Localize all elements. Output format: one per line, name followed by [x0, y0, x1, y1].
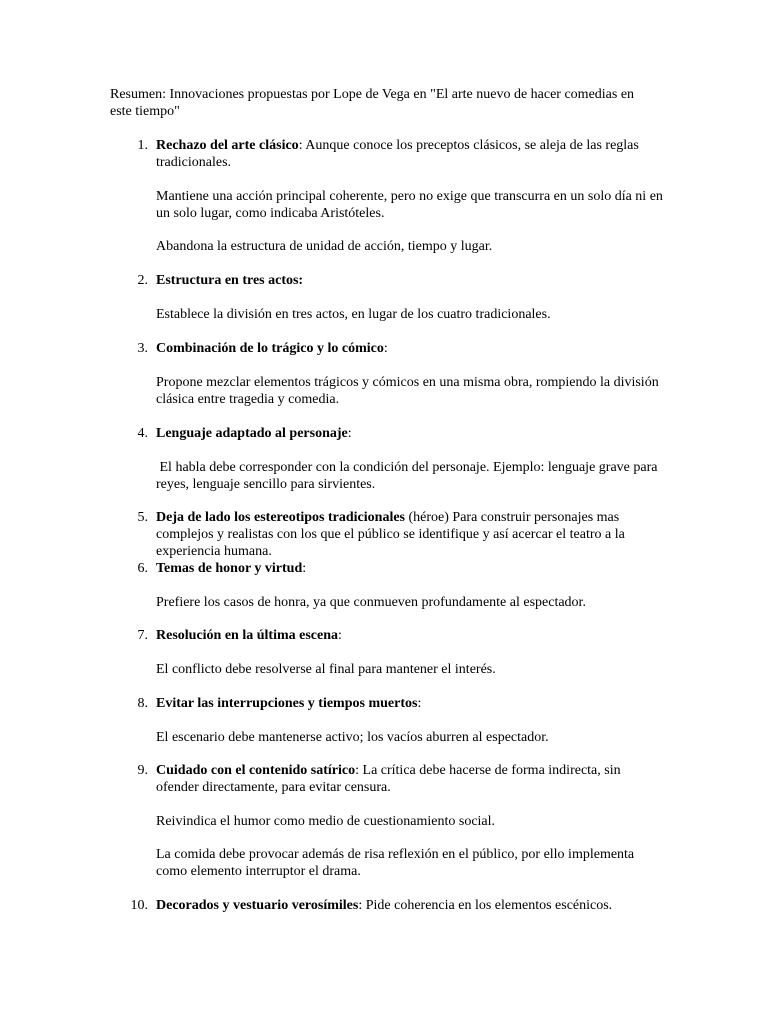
- item-9-heading: Cuidado con el contenido satírico: [156, 763, 356, 778]
- item-3-heading: Combinación de lo trágico y lo cómico: [156, 341, 384, 356]
- item-3-paragraph-1: Propone mezclar elementos trágicos y cómicos en una misma obra, rompiendo la división clásica entre tragedia y comedia.: [156, 375, 659, 407]
- item-4-rest: :: [347, 426, 352, 441]
- document-title: Resumen: Innovaciones propuestas por Lope de Vega en "El arte nuevo de hacer comedias en este tiempo": [110, 87, 635, 119]
- item-6-rest: :: [302, 561, 307, 576]
- item-4-number: 4.: [137, 426, 148, 441]
- item-10-rest: : Pide coherencia en los elementos escénicos.: [358, 898, 613, 913]
- item-10-text: [156, 897, 664, 914]
- item-6-text: [156, 560, 664, 577]
- item-7-rest: :: [338, 628, 342, 643]
- item-6-heading: Temas de honor y virtud: [156, 561, 303, 576]
- item-8-heading: Evitar las interrupciones y tiempos muertos: [156, 696, 418, 711]
- item-8-rest: :: [417, 696, 422, 711]
- item-5-heading: Deja de lado los estereotipos tradicionales: [156, 510, 405, 525]
- item-1-paragraph-1: Mantiene una acción principal coherente, pero no exige que transcurra en un solo día ni en un solo lugar, como indicaba Aristóteles.: [156, 189, 663, 221]
- item-5-number: 5.: [137, 510, 148, 525]
- item-7-paragraph-1: El conflicto debe resolverse al final para mantener el interés.: [156, 662, 496, 677]
- item-4-paragraph-1: El habla debe corresponder con la condición del personaje. Ejemplo: lenguaje grave para reyes, lenguaje sencillo para sirvientes.: [156, 460, 661, 492]
- item-6-number: 6.: [137, 561, 148, 576]
- item-1-number: 1.: [137, 138, 148, 153]
- item-1-rest: : Aunque conoce los preceptos clásicos, se aleja de las reglas tradicionales.: [156, 138, 639, 170]
- item-5-text: [156, 509, 664, 560]
- item-3-rest: :: [383, 341, 388, 356]
- item-2-text: [156, 272, 664, 289]
- item-9-text: [156, 762, 664, 796]
- item-7-heading: Resolución en la última escena: [156, 628, 338, 643]
- item-9-paragraph-1: Reivindica el humor como medio de cuestionamiento social.: [156, 814, 496, 829]
- item-6-paragraph-1: Prefiere los casos de honra, ya que conmueven profundamente al espectador.: [156, 595, 586, 610]
- item-3-number: 3.: [137, 341, 148, 356]
- item-4-text: [156, 425, 664, 442]
- item-5-rest: (héroe) Para construir personajes mas complejos y realistas con los que el público se identifique y así acercar el teatro a la experiencia humana.: [156, 510, 625, 559]
- item-9-rest: : La crítica debe hacerse de forma indirecta, sin ofender directamente, para evitar censura.: [156, 763, 621, 795]
- item-7-number: 7.: [137, 628, 148, 643]
- item-3-text: [156, 340, 664, 357]
- item-10-number: 10.: [130, 898, 148, 913]
- item-1-heading: Rechazo del arte clásico: [156, 138, 299, 153]
- item-8-text: [156, 695, 664, 712]
- item-1-paragraph-2: Abandona la estructura de unidad de acción, tiempo y lugar.: [156, 239, 493, 254]
- item-2-number: 2.: [137, 273, 148, 288]
- item-9-paragraph-2: La comida debe provocar además de risa reflexión en el público, por ello implementa como elemento interruptor el drama.: [156, 847, 635, 879]
- item-8-number: 8.: [137, 696, 148, 711]
- item-8-paragraph-1: El escenario debe mantenerse activo; los vacíos aburren al espectador.: [156, 730, 549, 745]
- item-4-heading: Lenguaje adaptado al personaje: [156, 426, 348, 441]
- item-10-heading: Decorados y vestuario verosímiles: [156, 898, 359, 913]
- item-9-number: 9.: [137, 763, 148, 778]
- item-1-text: [156, 137, 664, 171]
- item-2-heading: Estructura en tres actos:: [156, 273, 304, 288]
- item-2-paragraph-1: Establece la división en tres actos, en lugar de los cuatro tradicionales.: [156, 307, 551, 322]
- item-7-text: [156, 627, 664, 644]
